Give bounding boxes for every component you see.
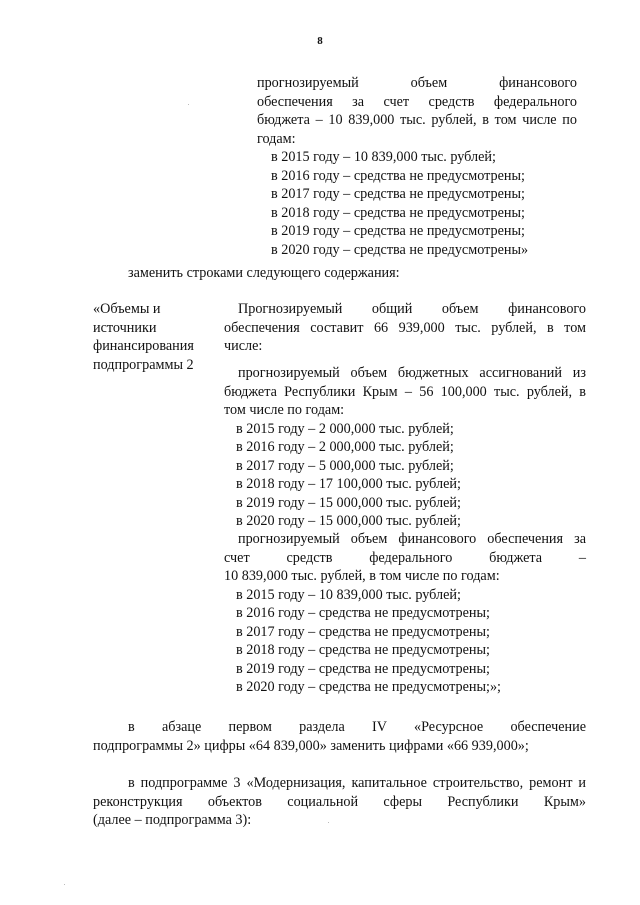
para2-line-1: в подпрограмме 3 «Модернизация, капитальное строительство, ремонт и <box>128 775 586 791</box>
old-funding-block <box>257 74 577 259</box>
old-years-list <box>257 148 577 259</box>
regional-line-3: том числе по годам: <box>224 402 345 418</box>
total-line-3: числе: <box>224 338 263 354</box>
label-line-3: финансирования <box>93 338 194 354</box>
label-line-4: подпрограммы 2 <box>93 356 194 373</box>
label-line-1: «Объемы и <box>93 301 161 317</box>
federal-year-2020: в 2020 году – средства не предусмотрены;»; <box>236 679 501 695</box>
federal-funding-block <box>224 530 586 697</box>
scan-speck <box>328 822 329 823</box>
regional-year-2016: в 2016 году – 2 000,000 тыс. рублей; <box>236 439 454 455</box>
federal-line-3: 10 839,000 тыс. рублей, в том числе по годам: <box>224 568 500 584</box>
federal-line-1: прогнозируемый объем финансового обеспечения за <box>238 531 586 547</box>
old-line-3: бюджета – 10 839,000 тыс. рублей, в том числе по <box>257 112 577 128</box>
page-number: 8 <box>317 35 323 47</box>
old-line-2: обеспечения за счет средств федерального <box>257 93 577 110</box>
total-line-1: Прогнозируемый общий объем финансового <box>238 301 586 317</box>
scan-speck <box>64 884 65 885</box>
old-year-2018: в 2018 году – средства не предусмотрены; <box>271 204 525 221</box>
regional-year-2015: в 2015 году – 2 000,000 тыс. рублей; <box>236 420 454 437</box>
old-year-2017: в 2017 году – средства не предусмотрены; <box>271 186 525 202</box>
total-line-2: обеспечения составит 66 939,000 тыс. рублей, в том <box>224 319 586 336</box>
old-year-2016: в 2016 году – средства не предусмотрены; <box>271 167 525 184</box>
replace-instruction: заменить строками следующего содержания: <box>128 265 400 281</box>
federal-year-2017: в 2017 году – средства не предусмотрены; <box>236 623 490 640</box>
old-line-1: прогнозируемый объем финансового <box>257 75 577 91</box>
para2-line-3: (далее – подпрограмма 3): <box>93 812 252 828</box>
federal-year-2016: в 2016 году – средства не предусмотрены; <box>236 605 490 621</box>
table-left-label <box>93 300 218 374</box>
scan-speck <box>188 104 189 105</box>
regional-line-1: прогнозируемый объем бюджетных ассигнований из <box>238 365 586 381</box>
para1-line-1: в абзаце первом раздела IV «Ресурсное обеспечение <box>128 719 586 735</box>
regional-year-2017: в 2017 году – 5 000,000 тыс. рублей; <box>236 457 454 474</box>
paragraph-section-iv <box>93 718 586 755</box>
total-funding-block <box>224 300 586 356</box>
regional-year-2018: в 2018 году – 17 100,000 тыс. рублей; <box>236 476 461 492</box>
old-year-2019: в 2019 году – средства не предусмотрены; <box>271 223 525 239</box>
regional-year-2020: в 2020 году – 15 000,000 тыс. рублей; <box>236 513 461 529</box>
regional-years-list <box>224 420 586 531</box>
old-line-4: годам: <box>257 130 296 147</box>
para1-line-2: подпрограммы 2» цифры «64 839,000» заменить цифрами «66 939,000»; <box>93 737 529 754</box>
federal-year-2015: в 2015 году – 10 839,000 тыс. рублей; <box>236 586 461 603</box>
regional-line-2: бюджета Республики Крым – 56 100,000 тыс. рублей, в <box>224 383 586 400</box>
para2-line-2: реконструкция объектов социальной сферы Республики Крым» <box>93 793 586 810</box>
old-year-2015: в 2015 году – 10 839,000 тыс. рублей; <box>271 149 496 165</box>
regional-funding-block <box>224 364 586 531</box>
federal-line-2: счет средств федерального бюджета – <box>224 549 586 566</box>
federal-year-2018: в 2018 году – средства не предусмотрены; <box>236 642 490 658</box>
label-line-2: источники <box>93 319 157 336</box>
federal-years-list <box>224 586 586 697</box>
regional-year-2019: в 2019 году – 15 000,000 тыс. рублей; <box>236 494 461 511</box>
old-year-2020: в 2020 году – средства не предусмотрены» <box>271 241 529 258</box>
federal-year-2019: в 2019 году – средства не предусмотрены; <box>236 660 490 677</box>
paragraph-subprogram-3 <box>93 774 586 830</box>
